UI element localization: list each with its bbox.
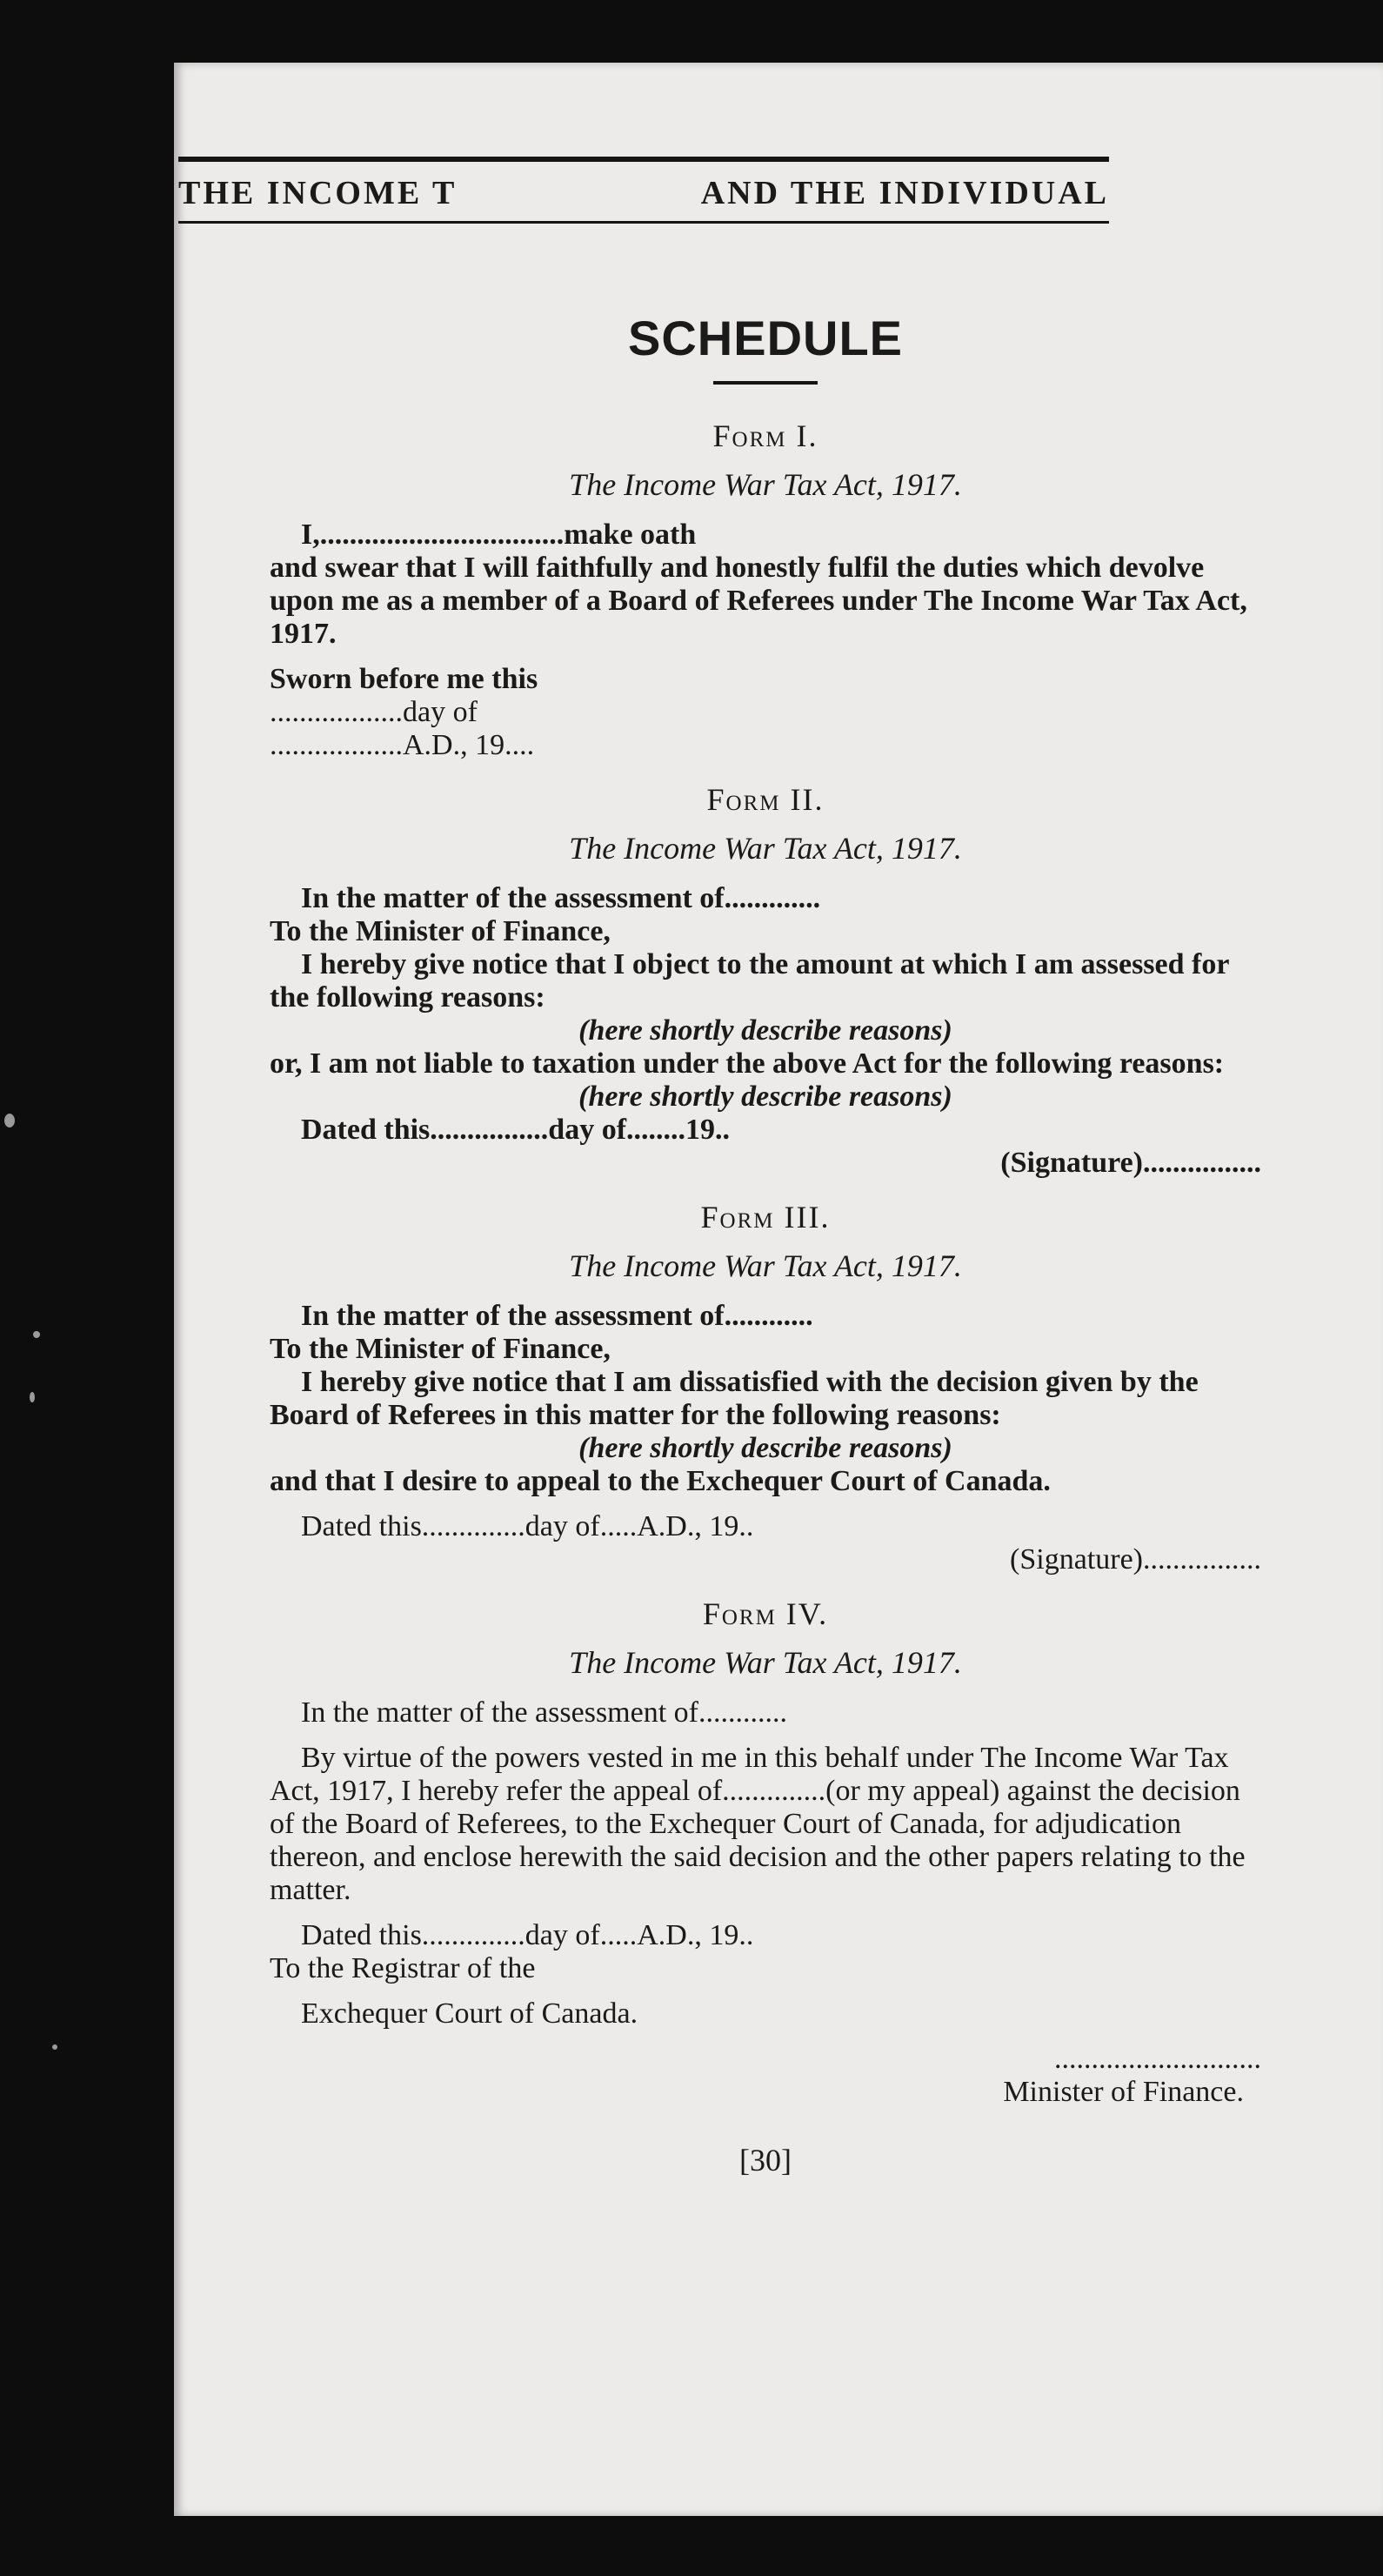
scan-speck [30,1392,35,1402]
running-head-block [178,157,1109,224]
form1-oath-body: and swear that I will faithfully and honestly fulfil the duties which devolve upon me as a member of a Board of Referees under The Income War Tax Act, 1917. [270,552,1247,650]
form3-notice: I hereby give notice that I am dissatisfied with the decision given by the Board of Referees in this matter for the following reasons: [270,1366,1199,1431]
form3-dated: Dated this..............day of.....A.D., 19.. [301,1510,754,1542]
form2-signature: (Signature)................ [1000,1147,1261,1179]
form1-oath-line: I,.................................make oath [301,519,697,551]
form2-reasons-1: (here shortly describe reasons) [578,1014,952,1047]
form2-act-title: The Income War Tax Act, 1917. [569,831,962,866]
scan-speck [52,2044,57,2050]
running-head [178,162,1109,221]
running-head-left: THE INCOME T [178,175,458,211]
form1-act-title: The Income War Tax Act, 1917. [569,467,962,502]
form3-to: To the Minister of Finance, [270,1333,611,1365]
form4-dated: Dated this..............day of.....A.D., 19.. [301,1919,754,1951]
form2-heading: Form II. [706,782,825,817]
page-number: [30] [739,2143,792,2178]
form3-act-title: The Income War Tax Act, 1917. [569,1248,962,1283]
form4-minister: Minister of Finance. [1003,2076,1244,2108]
form2-to: To the Minister of Finance, [270,915,611,947]
form3-signature: (Signature)................ [1010,1543,1261,1576]
form4-body: By virtue of the powers vested in me in this behalf under The Income War Tax Act, 1917, I hereby refer the appeal of..............(or my appeal) against the decision of the Board of Referees, to the Exchequer Court of Canada, for adjudication thereon, and enclose herewith the said decision and the other papers relating to the matter. [270,1742,1246,1906]
form3-appeal: and that I desire to appeal to the Exchequer Court of Canada. [270,1465,1051,1497]
form1-ad-line: ..................A.D., 19.... [270,729,535,761]
form4-heading: Form IV. [702,1596,829,1631]
form1-heading: Form I. [712,418,818,453]
form1-day-line: ..................day of [270,696,478,728]
form2-notice: I hereby give notice that I object to the amount at which I am assessed for the following reasons: [270,948,1229,1014]
form4-matter: In the matter of the assessment of............ [301,1696,787,1729]
form4-sign-dots: ............................ [1054,2043,1261,2075]
form3-reasons: (here shortly describe reasons) [578,1432,952,1464]
form2-matter: In the matter of the assessment of............. [301,882,821,914]
header-rule-bottom [178,221,1109,224]
form3-matter: In the matter of the assessment of............ [301,1300,813,1332]
title-rule [713,381,818,385]
form4-to: To the Registrar of the [270,1952,536,1984]
schedule-content [270,311,1261,2178]
scan-speck [33,1331,40,1338]
form4-act-title: The Income War Tax Act, 1917. [569,1645,962,1680]
schedule-title: SCHEDULE [627,311,904,365]
form1-sworn: Sworn before me this [270,663,538,695]
scan-speck [4,1114,15,1127]
running-head-right: AND THE INDIVIDUAL [700,175,1109,211]
form2-or-line: or, I am not liable to taxation under the above Act for the following reasons: [270,1047,1225,1080]
form4-court: Exchequer Court of Canada. [301,1997,638,2030]
form2-dated: Dated this................day of........19.. [301,1114,731,1146]
form2-reasons-2: (here shortly describe reasons) [578,1081,952,1113]
form3-heading: Form III. [700,1200,831,1234]
